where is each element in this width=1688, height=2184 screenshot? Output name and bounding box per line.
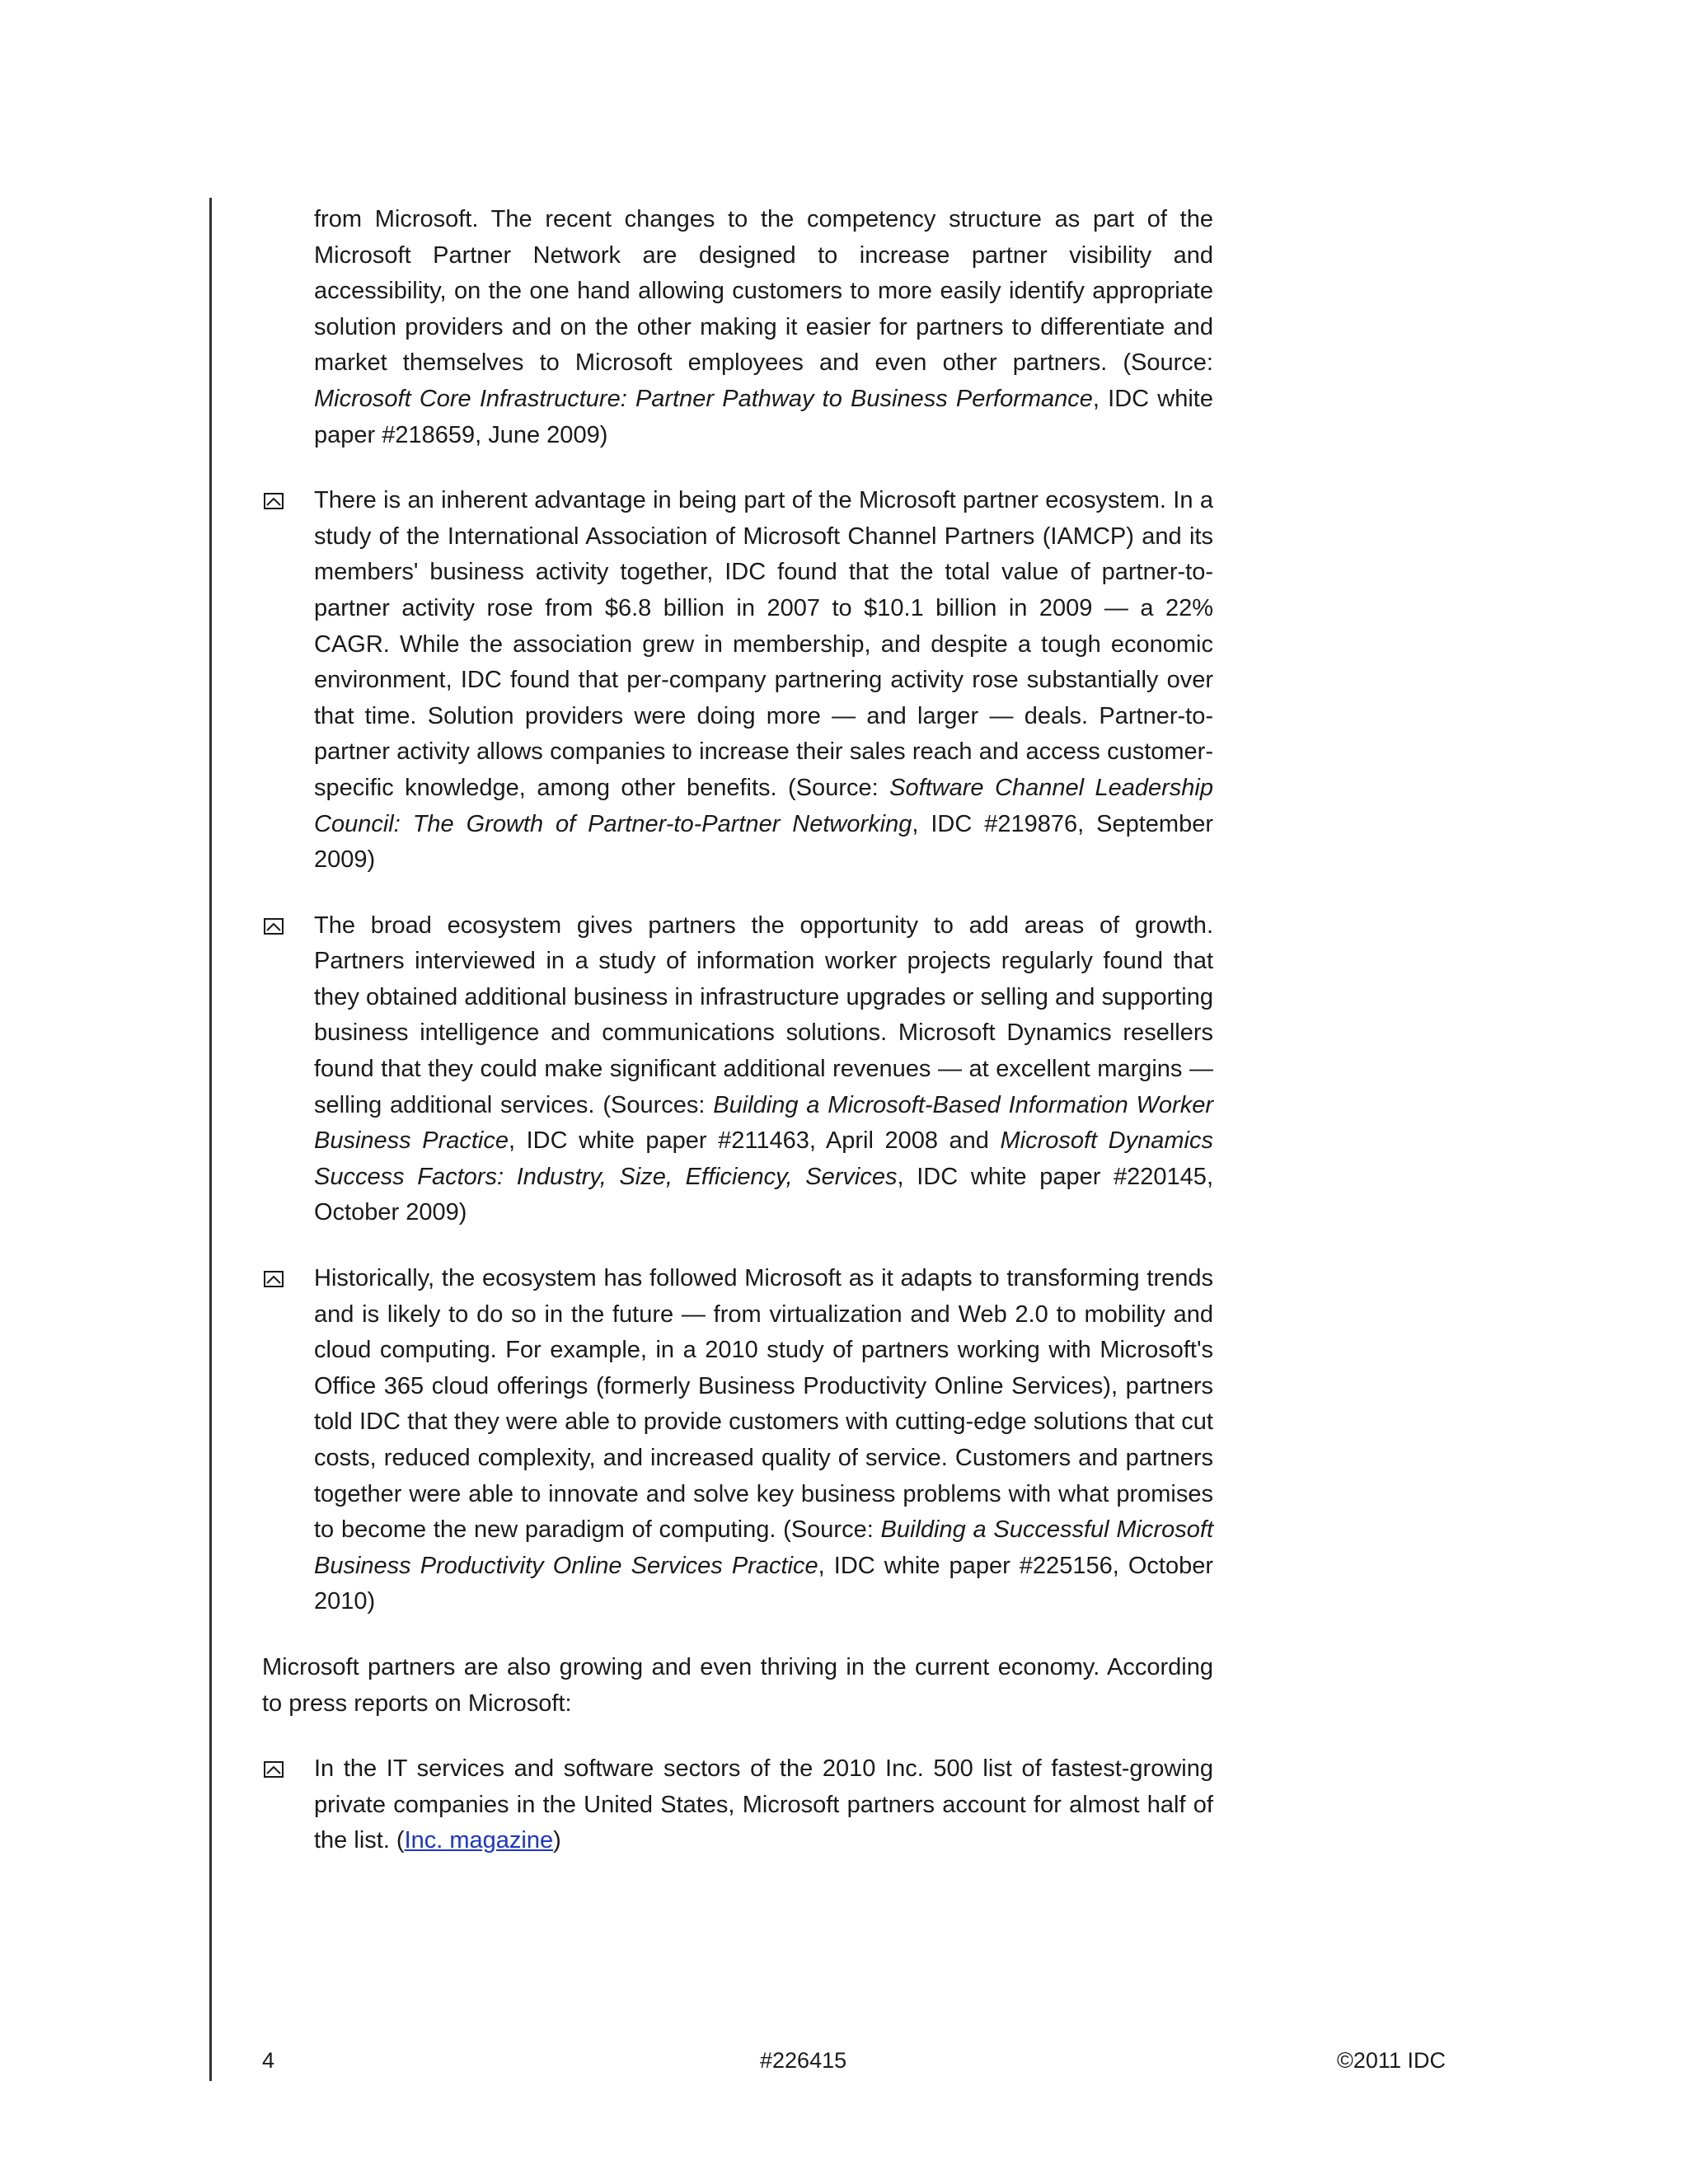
checkbox-bullet-icon bbox=[264, 1271, 284, 1287]
bullet-item bbox=[262, 908, 1213, 1231]
bullet-paragraph bbox=[314, 1751, 1213, 1859]
body-paragraph: Microsoft partners are also growing and even thriving in the current economy. According to press reports on Microsoft: bbox=[262, 1653, 1213, 1717]
bullet-paragraph bbox=[314, 908, 1213, 1231]
footer-copyright: ©2011 IDC bbox=[1337, 2048, 1446, 2073]
bullet-text: The broad ecosystem gives partners the opportunity to add areas of growth. Partners interviewed in a study of information worker projects regularly found that they obtained additional business in infrastructure upgrades or selling and supporting business intelligence and communications solutions. Microsoft Dynamics resellers found that they could make significant additional revenues — at excellent margins — selling additional services. (Sources: bbox=[314, 912, 1213, 1118]
bullet-text: In the IT services and software sectors of the 2010 Inc. 500 list of fastest-growing private companies in the United States, Microsoft partners account for almost half of the list. ( bbox=[314, 1755, 1213, 1854]
checkbox-bullet-icon bbox=[264, 493, 284, 509]
bullet-text: There is an inherent advantage in being part of the Microsoft partner ecosystem. In a study of the International Association of Microsoft Channel Partners (IAMCP) and its members' business activity together, IDC found that the total value of partner-to-partner activity rose from $6.8 billion in 2007 to $10.1 billion in 2009 — a 22% CAGR. While the association grew in membership, and despite a tough economic environment, IDC found that per-company partnering activity rose substantially over that time. Solution providers were doing more — and larger — deals. Partner-to-partner activity allows companies to increase their sales reach and access customer-specific knowledge, among other benefits. (Source: bbox=[314, 487, 1213, 801]
bullet-paragraph bbox=[314, 1261, 1213, 1620]
page-content bbox=[262, 202, 1213, 1859]
paragraph-tail: , IDC white paper #218659, June 2009) bbox=[314, 385, 1213, 448]
bullet-paragraph bbox=[314, 483, 1213, 879]
source-title-2: Microsoft Dynamics Success Factors: Industry, Size, Efficiency, Services bbox=[314, 1127, 1213, 1190]
source-title: Software Channel Leadership Council: The Growth of Partner-to-Partner Networking bbox=[314, 774, 1213, 837]
source-title: Building a Microsoft-Based Information Worker Business Practice bbox=[314, 1091, 1213, 1155]
footer-page-number: 4 bbox=[262, 2048, 275, 2073]
continued-paragraph bbox=[314, 202, 1213, 453]
source-title: Building a Successful Microsoft Business Productivity Online Services Practice bbox=[314, 1516, 1213, 1579]
checkbox-bullet-icon bbox=[264, 918, 284, 935]
bullet-tail: , IDC white paper #220145, October 2009) bbox=[314, 1163, 1213, 1226]
bullet-item bbox=[262, 1261, 1213, 1620]
margin-rule bbox=[209, 198, 212, 2081]
continued-bullet bbox=[262, 202, 1213, 453]
bullet-text: Historically, the ecosystem has followed Microsoft as it adapts to transforming trends and is likely to do so in the future — from virtualization and Web 2.0 to mobility and cloud computing. For example, in a 2010 study of partners working with Microsoft's Office 365 cloud offerings (formerly Business Productivity Online Services), partners told IDC that they were able to provide customers with cutting-edge solutions that cut costs, reduced complexity, and increased quality of service. Customers and partners together were able to innovate and solve key business problems with what promises to become the new paradigm of computing. (Source: bbox=[314, 1265, 1213, 1544]
checkbox-bullet-icon bbox=[264, 1761, 284, 1778]
bullet-item bbox=[262, 1751, 1213, 1859]
source-title: Microsoft Core Infrastructure: Partner Pathway to Business Performance bbox=[314, 385, 1093, 412]
footer-doc-id: #226415 bbox=[760, 2048, 847, 2073]
paragraph-text: from Microsoft. The recent changes to the competency structure as part of the Microsoft Partner Network are designed to increase partner visibility and accessibility, on the one hand allowing customers to more easily identify appropriate solution providers and on the other making it easier for partners to differentiate and market themselves to Microsoft employees and even other partners. (Source: bbox=[314, 206, 1213, 377]
bullet-tail: , IDC white paper #225156, October 2010) bbox=[314, 1552, 1213, 1615]
bullet-tail: ) bbox=[553, 1827, 561, 1854]
inc-magazine-link[interactable]: Inc. magazine bbox=[404, 1827, 554, 1854]
bullet-tail: , IDC #219876, September 2009) bbox=[314, 810, 1214, 874]
bullet-mid: , IDC white paper #211463, April 2008 and bbox=[509, 1127, 1001, 1155]
bullet-item bbox=[262, 483, 1213, 879]
